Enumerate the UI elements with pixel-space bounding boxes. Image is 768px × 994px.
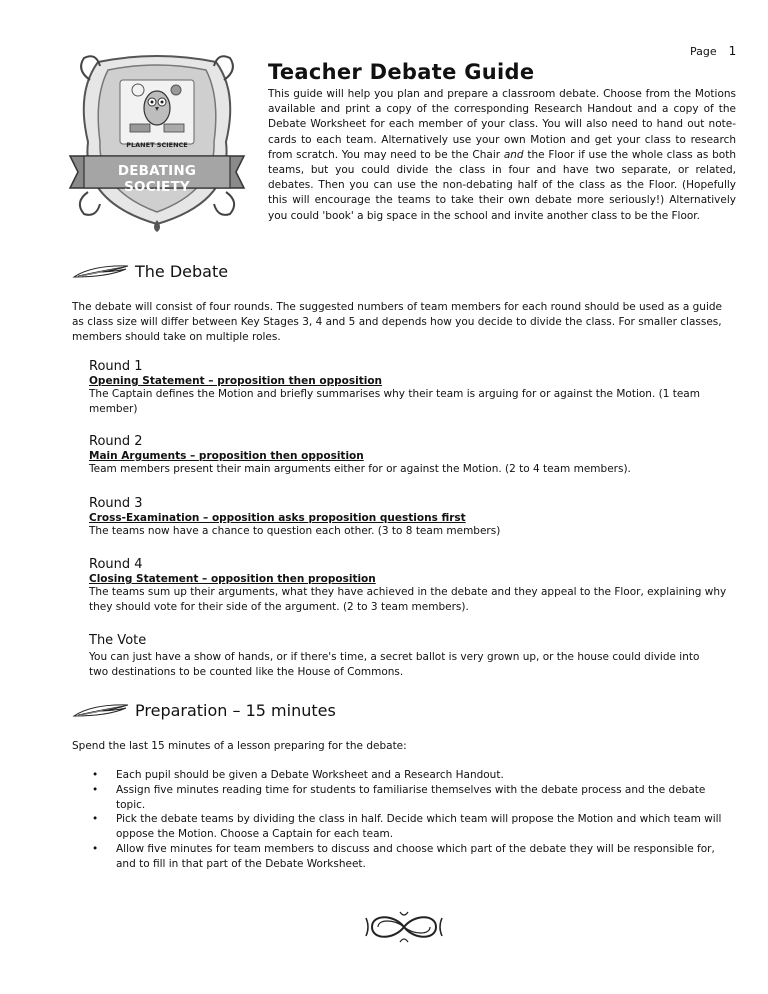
list-item: • Each pupil should be given a Debate Worksheet and a Research Handout.: [116, 768, 736, 783]
round-4-body: The teams sum up their arguments, what they have achieved in the debate and they appeal to the Floor, explaining why they should vote for their side of the argument. (2 to 3 team members).: [89, 586, 727, 613]
debate-heading-text: The Debate: [135, 262, 229, 281]
round-4-title: Round 4: [89, 557, 143, 572]
vote-title: The Vote: [89, 633, 147, 648]
round-2: [89, 434, 729, 477]
round-3-title: Round 3: [89, 496, 143, 511]
round-2-title: Round 2: [89, 434, 143, 449]
round-3-subtitle: Cross-Examination – opposition asks proposition questions first: [89, 512, 466, 524]
round-3-body: The teams now have a chance to question each other. (3 to 8 team members): [89, 525, 501, 537]
round-4: [89, 557, 729, 615]
list-item: • Pick the debate teams by dividing the class in half. Decide which team will propose the Motion and which team will oppose the Motion. Choose a Captain for each team.: [116, 812, 736, 842]
preparation-heading: [72, 701, 336, 720]
preparation-heading-text: Preparation – 15 minutes: [135, 701, 336, 720]
debate-paragraph: The debate will consist of four rounds. The suggested numbers of team members for each round should be used as a guide as class size will differ between Key Stages 3, 4 and 5 and depends how you decide to divide the class. For smaller classes, members should take on multiple roles.: [72, 301, 722, 343]
intro-italic: and: [503, 148, 524, 161]
logo-banner-text: DEBATING SOCIETY: [117, 163, 197, 195]
round-2-subtitle: Main Arguments – proposition then opposition: [89, 450, 364, 462]
logo-top-text: PLANET SCIENCE: [126, 141, 188, 149]
round-2-body: Team members present their main arguments either for or against the Motion. (2 to 4 team members).: [89, 463, 631, 475]
debate-heading: [72, 262, 228, 281]
quill-icon: [72, 702, 132, 720]
page-number: [690, 44, 736, 58]
debating-society-logo: [68, 52, 246, 232]
flourish-ornament-icon: [364, 908, 444, 946]
page-label: Page: [690, 45, 717, 58]
round-4-subtitle: Closing Statement – opposition then proposition: [89, 573, 376, 585]
quill-icon: [72, 263, 132, 281]
round-3: [89, 496, 729, 539]
vote-body: You can just have a show of hands, or if there's time, a secret ballot is very grown up, or the house could divide into two destinations to be counted like the House of Commons.: [89, 651, 700, 678]
round-1: [89, 359, 729, 417]
round-1-subtitle: Opening Statement – proposition then opposition: [89, 375, 383, 387]
round-1-title: Round 1: [89, 359, 143, 374]
preparation-list: [116, 768, 736, 872]
page-title: Teacher Debate Guide: [268, 60, 535, 84]
preparation-intro: Spend the last 15 minutes of a lesson preparing for the debate:: [72, 740, 407, 752]
round-1-body: The Captain defines the Motion and briefly summarises why their team is arguing for or against the Motion. (1 team member): [89, 388, 700, 415]
intro-text-2: the Floor if use the whole class as both teams, but you could divide the class in four and have two separate, or related, debates. Then you can use the non-debating half of the class as the Floor. (Hopefully this will encourage the teams to take their own debate more seriously!) Alternatively you could 'book' a big space in the school and invite another class to be the Floor.: [268, 148, 736, 222]
intro-paragraph: [268, 87, 736, 224]
vote-section: [89, 633, 709, 680]
list-item: • Assign five minutes reading time for students to familiarise themselves with the debate process and the debate topic.: [116, 783, 736, 813]
page-number-value: 1: [728, 44, 737, 58]
list-item: • Allow five minutes for team members to discuss and choose which part of the debate they will be responsible for, and to fill in that part of the Debate Worksheet.: [116, 842, 736, 872]
intro-text-1: This guide will help you plan and prepare a classroom debate. Choose from the Motions available and print a copy of the corresponding Research Handout and a copy of the Debate Worksheet for each member of your class. You will also need to hand out note-cards to each team. Alternatively use your own Motion and get your class to research from scratch. You may need to be the Chair: [268, 88, 736, 161]
